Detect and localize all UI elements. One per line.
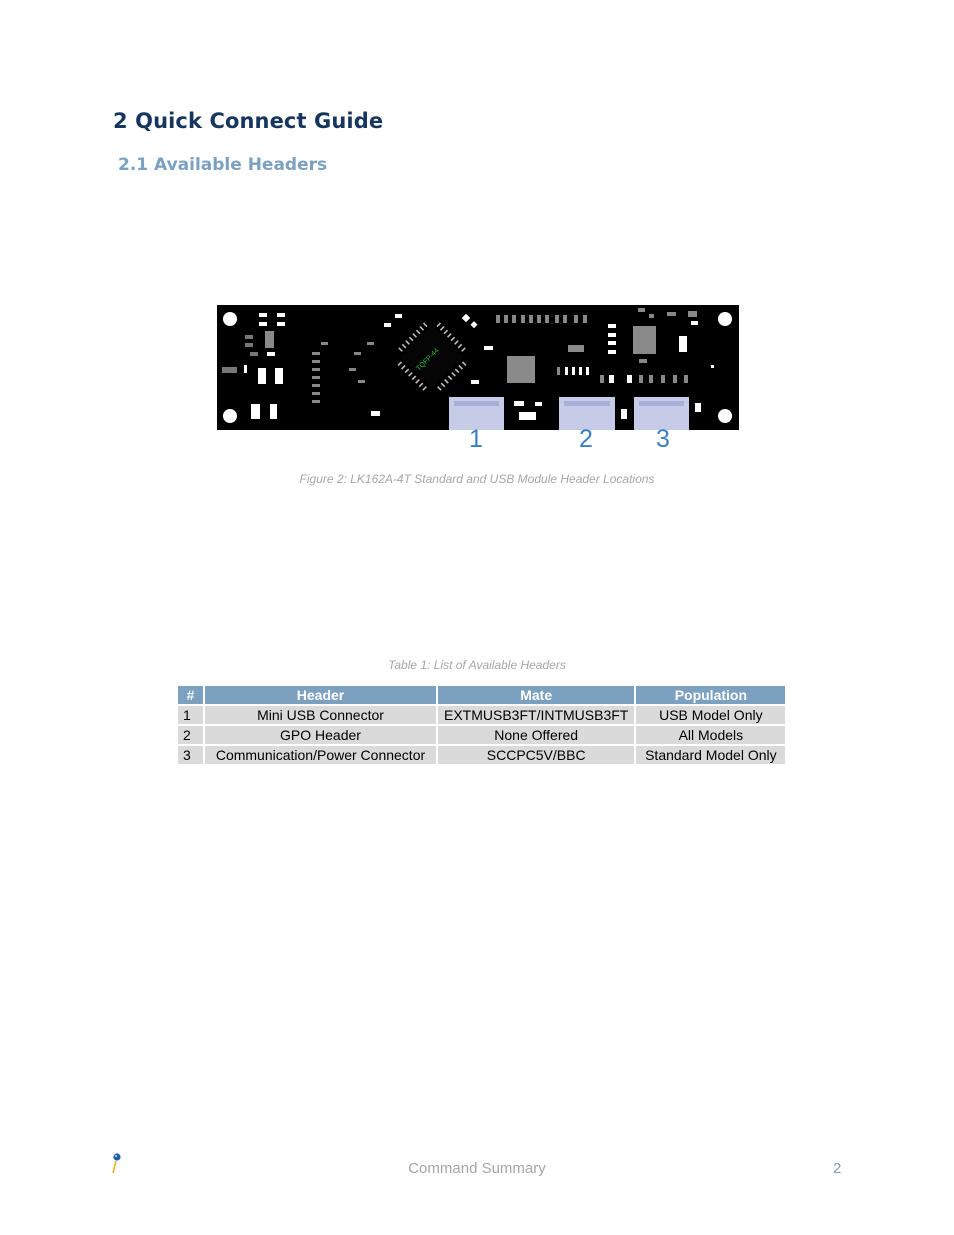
footer-title: Command Summary	[408, 1160, 546, 1177]
header-label-1: 1	[469, 425, 483, 453]
column-header-mate: Mate	[438, 686, 634, 704]
column-header-population: Population	[636, 686, 785, 704]
row-number: 2	[178, 726, 203, 744]
row-number: 3	[178, 746, 203, 764]
chip-label: TQFP-44	[415, 347, 441, 373]
row-mate: SCCPC5V/BBC	[438, 746, 634, 764]
header-label-3: 3	[656, 425, 670, 453]
section-title: 2 Quick Connect Guide	[113, 109, 384, 133]
page-number: 2	[833, 1160, 842, 1177]
row-header: GPO Header	[205, 726, 436, 744]
pcb-board-image	[217, 305, 739, 430]
column-header-header: Header	[205, 686, 436, 704]
row-header: Mini USB Connector	[205, 706, 436, 724]
row-population: All Models	[636, 726, 785, 744]
row-mate: EXTMUSB3FT/INTMUSB3FT	[438, 706, 634, 724]
header-label-2: 2	[579, 425, 593, 453]
table-row	[178, 726, 785, 744]
table-row	[178, 706, 785, 724]
column-header-number: #	[178, 686, 203, 704]
row-number: 1	[178, 706, 203, 724]
figure-caption: Figure 2: LK162A-4T Standard and USB Module Header Locations	[299, 472, 655, 486]
subsection-title: 2.1 Available Headers	[118, 155, 328, 175]
row-mate: None Offered	[438, 726, 634, 744]
row-header: Communication/Power Connector	[205, 746, 436, 764]
table-header-row	[178, 686, 785, 704]
table-caption: Table 1: List of Available Headers	[388, 658, 566, 672]
row-population: Standard Model Only	[636, 746, 785, 764]
table-row	[178, 746, 785, 764]
headers-table	[176, 684, 787, 766]
row-population: USB Model Only	[636, 706, 785, 724]
